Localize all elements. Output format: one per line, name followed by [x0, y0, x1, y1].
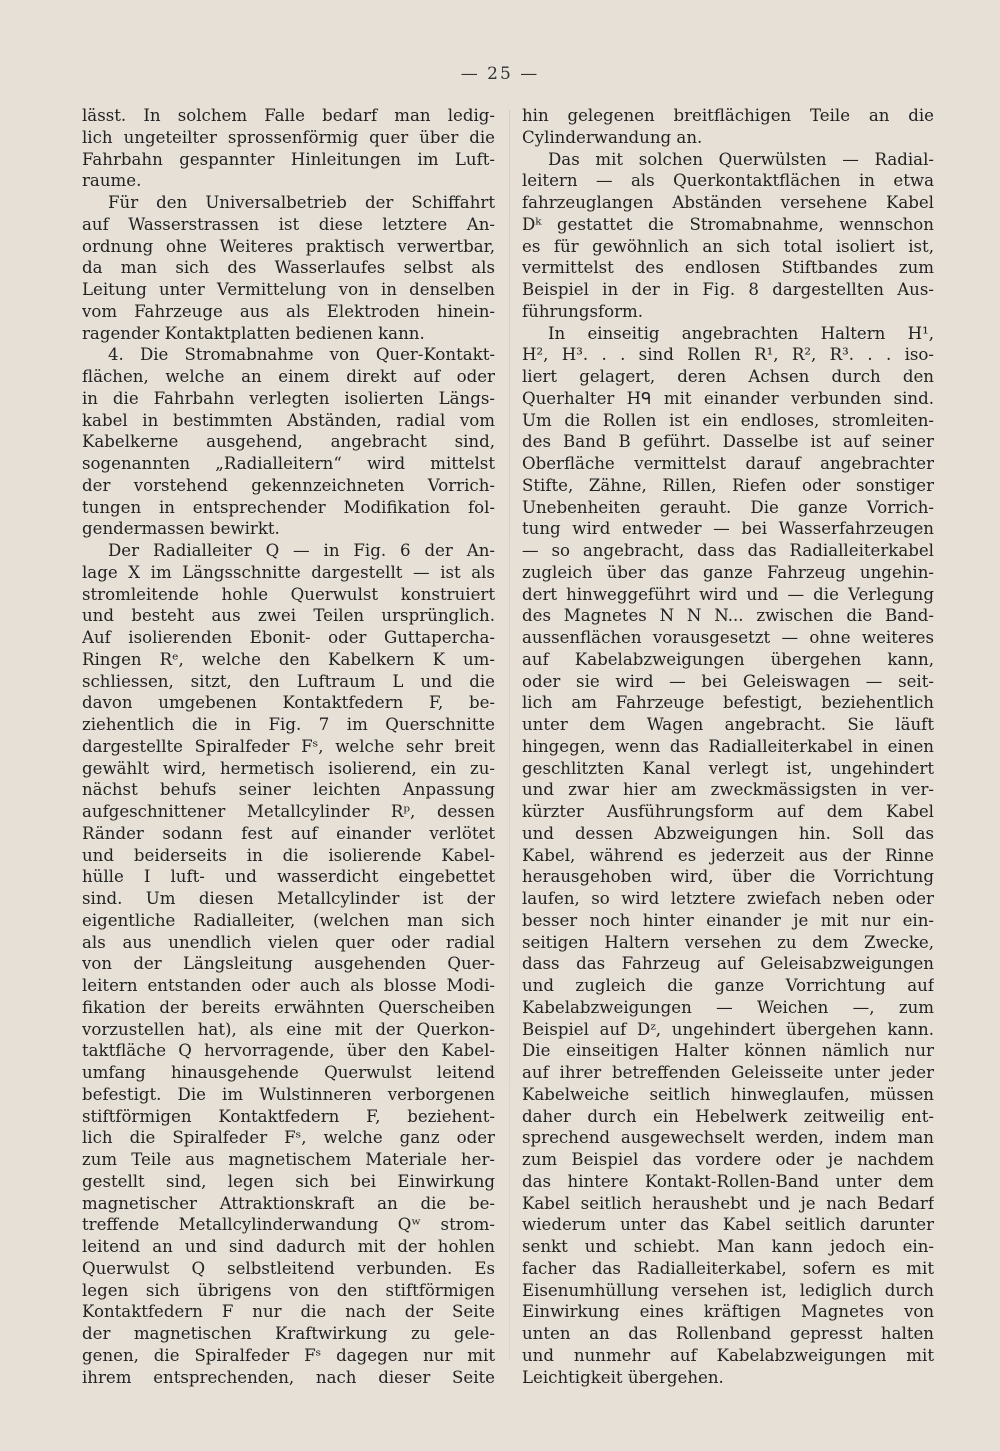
left-text-column — [82, 105, 495, 1388]
text-line: zum Beispiel das vordere oder je nachdem — [522, 1150, 934, 1169]
text-line: hülle I luft- und wasserdicht eingebettet — [82, 867, 495, 887]
text-line: treffende Metallcylinderwandung Qʷ strom- — [82, 1215, 495, 1235]
text-line: legen sich übrigens von den stiftförmigen — [82, 1280, 495, 1300]
text-line: fahrzeuglangen Abständen versehene Kabel — [522, 193, 934, 212]
text-line: Unebenheiten gerauht. Die ganze Vorrich- — [522, 497, 934, 517]
text-line: Einwirkung eines kräftigen Magnetes von — [522, 1302, 934, 1322]
text-line: fikation der bereits erwähnten Querscheiben — [82, 997, 495, 1017]
text-line: sprechend ausgewechselt werden, indem man — [522, 1128, 934, 1148]
text-line: flächen, welche an einem direkt auf oder — [82, 367, 495, 386]
text-line: oder sie wird — bei Geleiswagen — seit- — [522, 671, 934, 691]
text-line: Kontaktfedern F nur die nach der Seite — [82, 1302, 495, 1322]
text-line: lich am Fahrzeuge befestigt, beziehentlich — [522, 693, 934, 713]
text-line: führungsform. — [522, 301, 644, 321]
text-line: Beispiel in der in Fig. 8 dargestellten Aus- — [522, 280, 934, 299]
text-line: Eisenumhüllung versehen ist, lediglich durch — [522, 1280, 934, 1300]
text-line: kürzter Ausführungsform auf dem Kabel — [522, 802, 934, 821]
text-line: stiftförmigen Kontaktfedern F, beziehent- — [82, 1106, 495, 1126]
text-line: da man sich des Wasserlaufes selbst als — [82, 258, 495, 278]
text-line: Querhalter Hᑫ mit einander verbunden sind. — [522, 388, 934, 408]
column-divider — [509, 110, 510, 1360]
text-line: gendermassen bewirkt. — [82, 519, 280, 539]
text-line: daher durch ein Hebelwerk zeitweilig ent- — [522, 1106, 934, 1126]
text-line: der vorstehend gekennzeichneten Vorrich- — [82, 475, 495, 495]
text-line: auf Wasserstrassen ist diese letztere An- — [82, 214, 495, 234]
text-line: Kabel seitlich heraushebt und je nach Bedarf — [522, 1193, 934, 1213]
text-line: sogenannten „Radialleitern“ wird mittelst — [82, 454, 495, 473]
text-line: ihrem entsprechenden, nach dieser Seite — [82, 1367, 495, 1387]
text-line: ordnung ohne Weiteres praktisch verwertbar, — [82, 236, 495, 256]
right-text-column — [522, 105, 934, 1388]
text-line: lässt. In solchem Falle bedarf man ledig- — [82, 106, 495, 125]
text-line: herausgehoben wird, über die Vorrichtung — [522, 867, 934, 887]
text-line: senkt und schiebt. Man kann jedoch ein- — [522, 1237, 934, 1256]
text-line: taktfläche Q hervorragende, über den Kabel- — [82, 1041, 495, 1061]
text-line: des Magnetes N N N... zwischen die Band- — [522, 606, 934, 626]
text-line: Querwulst Q selbstleitend verbunden. Es — [82, 1258, 495, 1278]
text-line: Leichtigkeit übergehen. — [522, 1367, 724, 1387]
text-line: Oberfläche vermittelst darauf angebrachter — [522, 454, 934, 473]
text-line: geschlitzten Kanal verlegt ist, ungehindert — [522, 758, 934, 778]
text-line: raume. — [82, 171, 142, 191]
text-line: Die einseitigen Halter können nämlich nur — [522, 1041, 934, 1061]
text-line: und beiderseits in die isolierende Kabel- — [82, 845, 495, 865]
text-line: — so angebracht, dass das Radialleiterkabel — [522, 541, 934, 560]
text-line: Leitung unter Vermittelung von in denselben — [82, 280, 495, 299]
text-line: von der Längsleitung ausgehenden Quer- — [82, 954, 495, 974]
text-line: leitern — als Querkontaktflächen in etwa — [522, 171, 934, 191]
text-line: befestigt. Die im Wulstinneren verborgenen — [82, 1084, 495, 1104]
text-line: facher das Radialleiterkabel, sofern es mit — [522, 1258, 934, 1278]
text-line: das hintere Kontakt-Rollen-Band unter dem — [522, 1171, 934, 1191]
text-line: aufgeschnittener Metallcylinder Rᵖ, dessen — [82, 802, 495, 821]
text-line: hin gelegenen breitflächigen Teile an die — [522, 106, 934, 125]
text-line: und besteht aus zwei Teilen ursprünglich. — [82, 606, 495, 626]
text-line: es für gewöhnlich an sich total isoliert ist, — [522, 236, 934, 256]
text-line: tungen in entsprechender Modifikation fol- — [82, 497, 495, 517]
text-line: sind. Um diesen Metallcylinder ist der — [82, 889, 495, 908]
text-line: dargestellte Spiralfeder Fˢ, welche sehr breit — [82, 736, 495, 756]
text-line: Das mit solchen Querwülsten — Radial- — [548, 149, 934, 169]
text-line: schliessen, sitzt, den Luftraum L und die — [82, 671, 495, 691]
text-line: lage X im Längsschnitte dargestellt — ist als — [82, 562, 495, 582]
text-line: Ringen Rᵉ, welche den Kabelkern K um- — [82, 649, 495, 669]
text-line: unten an das Rollenband gepresst halten — [522, 1324, 934, 1343]
text-line: laufen, so wird letztere zwiefach neben oder — [522, 889, 934, 908]
text-line: unter dem Wagen angebracht. Sie läuft — [522, 715, 934, 734]
text-line: Ränder sodann fest auf einander verlötet — [82, 823, 495, 843]
text-line: lich ungeteilter sprossenförmig quer über die — [82, 127, 495, 147]
text-line: seitigen Haltern versehen zu dem Zwecke, — [522, 932, 934, 952]
text-line: und nunmehr auf Kabelabzweigungen mit — [522, 1345, 934, 1365]
text-line: vorzustellen hat), als eine mit der Querkon- — [82, 1019, 495, 1039]
text-line: Cylinderwandung an. — [522, 127, 703, 147]
text-line: in die Fahrbahn verlegten isolierten Längs- — [82, 388, 495, 408]
text-line: ziehentlich die in Fig. 7 im Querschnitte — [82, 715, 495, 734]
text-line: gestellt sind, legen sich bei Einwirkung — [82, 1171, 495, 1191]
text-line: eigentliche Radialleiter, (welchen man sich — [82, 910, 495, 930]
text-line: leitend an und sind dadurch mit der hohlen — [82, 1237, 495, 1256]
text-line: Dᵏ gestattet die Stromabnahme, wennschon — [522, 214, 934, 234]
text-line: lich die Spiralfeder Fˢ, welche ganz oder — [82, 1128, 495, 1148]
text-line: dass das Fahrzeug auf Geleisabzweigungen — [522, 954, 934, 974]
text-line: Kabelabzweigungen — Weichen —, zum — [522, 997, 934, 1017]
text-line: H², H³. . . sind Rollen R¹, R², R³. . . iso- — [522, 345, 934, 365]
text-line: umfang hinausgehende Querwulst leitend — [82, 1063, 495, 1082]
text-line: auf ihrer betreffenden Geleisseite unter jeder — [522, 1063, 934, 1082]
text-line: leitern entstanden oder auch als blosse Modi- — [82, 976, 495, 995]
text-line: Stifte, Zähne, Rillen, Riefen oder sonstiger — [522, 475, 934, 495]
text-line: Kabel, während es jederzeit aus der Rinne — [522, 845, 934, 865]
text-line: genen, die Spiralfeder Fˢ dagegen nur mit — [82, 1345, 495, 1365]
text-line: Kabelweiche seitlich hinweglaufen, müssen — [522, 1084, 934, 1104]
text-line: und dessen Abzweigungen hin. Soll das — [522, 823, 934, 843]
text-line: dert hinweggeführt wird und — die Verlegung — [522, 584, 934, 604]
text-line: In einseitig angebrachten Haltern H¹, — [548, 323, 934, 343]
text-line: gewählt wird, hermetisch isolierend, ein zu- — [82, 758, 495, 778]
text-line: hingegen, wenn das Radialleiterkabel in einen — [522, 736, 934, 756]
text-line: wiederum unter das Kabel seitlich darunter — [522, 1215, 934, 1235]
text-line: Fahrbahn gespannter Hinleitungen im Luft- — [82, 149, 495, 169]
text-line: Um die Rollen ist ein endloses, stromleiten- — [522, 410, 934, 430]
text-line: zum Teile aus magnetischem Materiale her- — [82, 1150, 495, 1169]
text-line: Für den Universalbetrieb der Schiffahrt — [108, 193, 495, 212]
text-line: 4. Die Stromabnahme von Quer-Kontakt- — [108, 345, 495, 365]
text-line: vom Fahrzeuge aus als Elektroden hinein- — [82, 301, 495, 321]
text-line: der magnetischen Kraftwirkung zu gele- — [82, 1324, 495, 1343]
text-line: besser noch hinter einander je mit nur ein- — [522, 910, 934, 930]
text-line: Der Radialleiter Q — in Fig. 6 der An- — [108, 541, 495, 560]
text-line: und zwar hier am zweckmässigsten in ver- — [522, 780, 934, 800]
text-line: kabel in bestimmten Abständen, radial vom — [82, 410, 495, 430]
text-line: auf Kabelabzweigungen übergehen kann, — [522, 649, 934, 669]
page-number: — 25 — — [460, 64, 540, 84]
text-line: davon umgebenen Kontaktfedern F, be- — [82, 693, 495, 713]
text-line: zugleich über das ganze Fahrzeug ungehin- — [522, 562, 934, 582]
text-line: stromleitende hohle Querwulst konstruiert — [82, 584, 495, 604]
text-line: Auf isolierenden Ebonit- oder Guttapercha- — [82, 628, 495, 647]
text-line: des Band B geführt. Dasselbe ist auf seiner — [522, 432, 934, 452]
text-line: Kabelkerne ausgehend, angebracht sind, — [82, 432, 495, 452]
text-line: tung wird entweder — bei Wasserfahrzeugen — [522, 519, 934, 539]
text-line: als aus unendlich vielen quer oder radial — [82, 932, 495, 952]
text-line: vermittelst des endlosen Stiftbandes zum — [522, 258, 934, 278]
text-line: ragender Kontaktplatten bedienen kann. — [82, 323, 425, 343]
text-line: und zugleich die ganze Vorrichtung auf — [522, 976, 934, 995]
text-line: Beispiel auf Dᶻ, ungehindert übergehen kann. — [522, 1019, 934, 1039]
text-line: nächst behufs seiner leichten Anpassung — [82, 780, 495, 800]
text-line: magnetischer Attraktionskraft an die be- — [82, 1193, 495, 1213]
text-line: liert gelagert, deren Achsen durch den — [522, 367, 934, 386]
text-line: aussenflächen vorausgesetzt — ohne weiteres — [522, 628, 934, 647]
